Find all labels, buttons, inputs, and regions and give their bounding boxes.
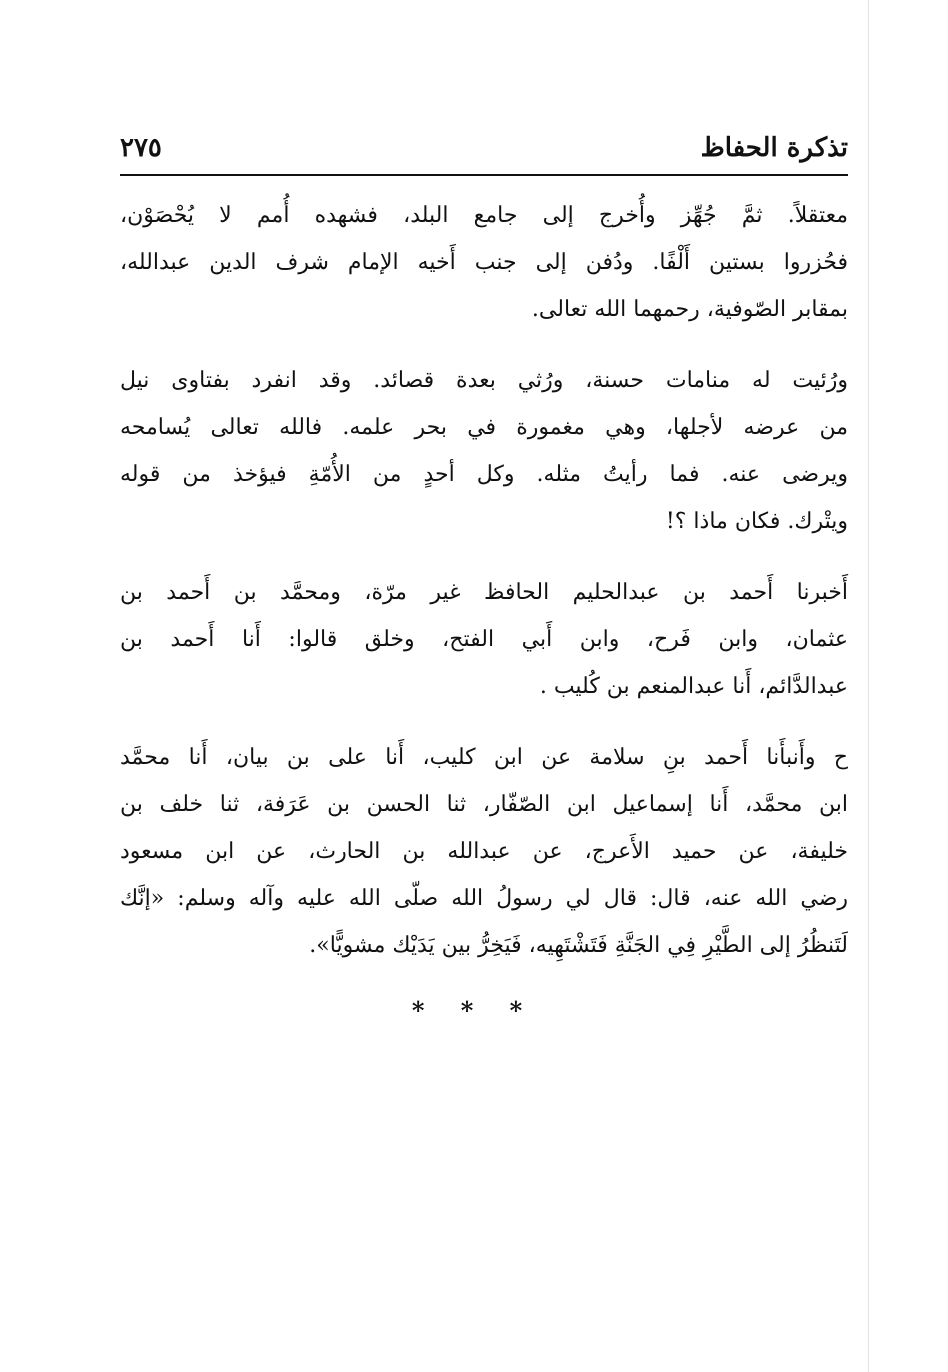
text-line: خليفة، عن حميد الأَعرج، عن عبدالله بن الحارث، عن ابن مسعود	[120, 839, 848, 864]
text-line: أَخبرنا أَحمد بن عبدالحليم الحافظ غير مرّة، ومحمَّد بن أَحمد بن	[120, 580, 848, 605]
paragraph-4	[120, 734, 848, 969]
text-line: عثمان، وابن فَرح، وابن أَبي الفتح، وخلق قالوا: أَنا أَحمد بن	[120, 627, 848, 652]
paragraph-2	[120, 357, 848, 545]
text-line: فحُزروا بستين أَلْفًا. ودُفن إلى جنب أَخيه الإمام شرف الدين عبدالله،	[120, 250, 848, 275]
running-header	[120, 128, 848, 172]
text-line: ح وأَنبأَنا أَحمد بنِ سلامة عن ابن كليب، أَنا على بن بيان، أَنا محمَّد	[120, 745, 848, 770]
paragraph-3	[120, 569, 848, 710]
text-line: معتقلاً. ثمَّ جُهِّز وأُخرج إلى جامع البلد، فشهده أُمم لا يُحْصَوْن،	[120, 203, 848, 228]
section-ornament: * * *	[411, 996, 537, 1025]
text-line: ابن محمَّد، أَنا إسماعيل ابن الصّفّار، ثنا الحسن بن عَرَفة، ثنا خلف بن	[120, 792, 848, 817]
text-line: ويرضى عنه. فما رأيتُ مثله. وكل أحدٍ من الأُمّةِ فيؤخذ من قوله	[120, 462, 848, 487]
text-line: ورُئيت له منامات حسنة، ورُثي بعدة قصائد. وقد انفرد بفتاوى نيل	[120, 368, 848, 393]
page-number: ٢٧٥	[120, 133, 162, 163]
text-line: رضي الله عنه، قال: قال لي رسولُ الله صلّى الله عليه وآله وسلم: «إنَّك	[120, 886, 849, 911]
text-line: من عرضه لأجلها، وهي مغمورة في بحر علمه. فالله تعالى يُسامحه	[120, 415, 848, 440]
header-rule	[120, 174, 848, 176]
text-line: عبدالدَّائم، أَنا عبدالمنعم بن كُليب .	[539, 674, 848, 699]
scan-edge-line	[868, 0, 869, 1372]
body-text	[120, 192, 848, 993]
text-line: بمقابر الصّوفية، رحمهما الله تعالى.	[531, 297, 848, 322]
text-line: لَتَنظُرُ إلى الطَّيْرِ فِي الجَنَّةِ فَتَشْتَهِيه، فَيَخِرُّ بين يَدَيْك مشويًّا».	[309, 933, 848, 958]
text-line: ويتْرك. فكان ماذا ؟!	[665, 509, 848, 534]
paragraph-1	[120, 192, 848, 333]
book-title: تذكرة الحفاظ	[700, 133, 848, 163]
